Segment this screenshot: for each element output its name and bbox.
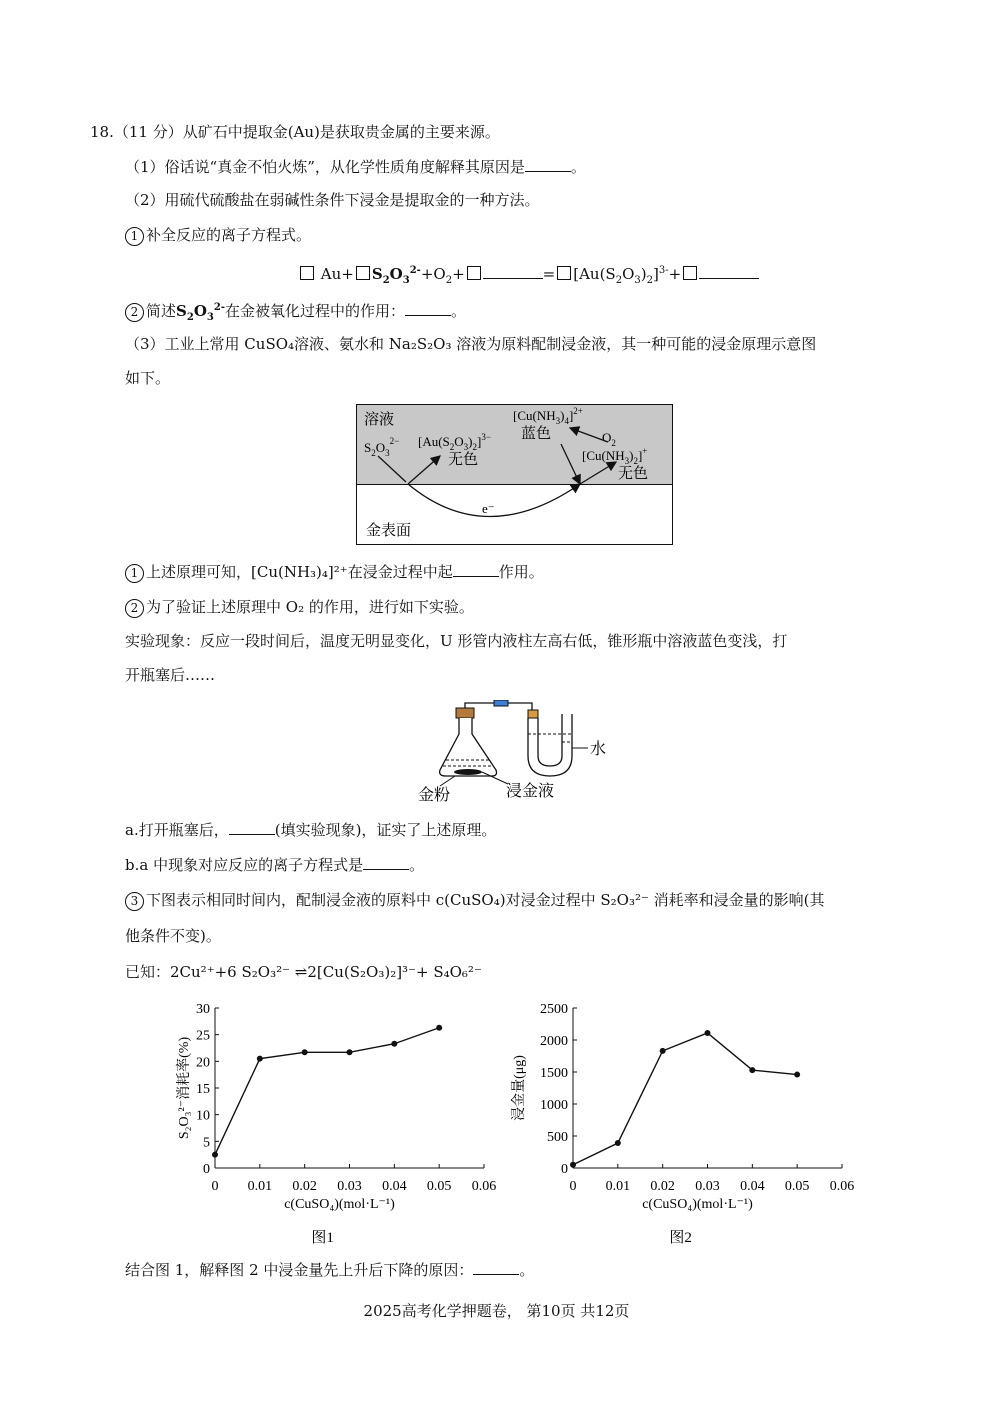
x-tick-label: 0.05: [426, 1179, 452, 1194]
au-complex-formula: $[Au(S_2O_3)_2]^{3-}$: [418, 432, 491, 452]
cu-tetraammine-formula: $[Cu(NH_3)_4]^{2+}$: [513, 406, 583, 426]
y-tick-label: 0: [561, 1162, 568, 1177]
answer-blank: [363, 855, 409, 870]
part3-1-pre: 上述原理可知，[Cu(NH₃)₄]²⁺在浸金过程中起: [146, 563, 453, 581]
part1-end: 。: [570, 158, 586, 176]
y-axis-label: 浸金量(μg): [512, 1055, 527, 1121]
gold-powder-label: 金粉: [418, 787, 451, 804]
circled-number: 1: [125, 227, 144, 246]
leach-solution-label: 浸金液: [506, 783, 555, 800]
electron-label: e⁻: [482, 501, 495, 516]
x-tick-label: 0.02: [292, 1179, 317, 1194]
series-line: [215, 1028, 439, 1155]
answer-blank: [483, 264, 543, 279]
part2-2: 2 简述$S_2O_3^{2-}$在金被氧化过程中的作用： 。: [125, 298, 466, 328]
x-tick-label: 0.01: [247, 1179, 273, 1194]
part3-line1: （3）工业上常用 CuSO₄溶液、氨水和 Na₂S₂O₃ 溶液为原料配制浸金液，其一种可能的浸金原理示意图: [125, 335, 817, 353]
x-tick-label: 0.03: [337, 1179, 362, 1194]
data-point: [570, 1162, 576, 1168]
circled-number: 3: [125, 892, 144, 911]
coef-box: [356, 266, 370, 280]
y-tick-label: 500: [547, 1130, 568, 1145]
cu-diammine-formula: $[Cu(NH_3)_2]^+$: [582, 446, 648, 466]
x-axis-label: c(CuSO₄)(mol·L⁻¹): [284, 1197, 395, 1212]
gold-surface-label: 金表面: [366, 523, 412, 539]
final-question-text: 结合图 1，解释图 2 中浸金量先上升后下降的原因：: [125, 1261, 474, 1279]
x-axis-label: c(CuSO₄)(mol·L⁻¹): [642, 1197, 753, 1212]
figure-caption: 图1: [311, 1230, 334, 1246]
data-point: [615, 1140, 621, 1146]
coef-box: [557, 266, 571, 280]
answer-blank: [229, 820, 275, 835]
series-line: [573, 1033, 797, 1165]
x-tick-label: 0.02: [650, 1179, 675, 1194]
x-tick-label: 0: [569, 1179, 577, 1194]
u-tube-inner: [538, 714, 562, 766]
sub-b: [125, 855, 424, 875]
part3-line2: 如下。: [125, 369, 171, 387]
x-tick-label: 0.06: [471, 1179, 497, 1194]
oxygen-formula: $O_2$: [602, 430, 616, 448]
data-point: [391, 1041, 397, 1047]
final-question: [125, 1260, 534, 1280]
data-point: [705, 1030, 711, 1036]
sub-b-text: b.a 中现象对应反应的离子方程式是: [125, 856, 364, 874]
chart-fig2: [505, 1000, 860, 1250]
part2-2-post: 在金被氧化过程中的作用：: [224, 302, 405, 320]
y-tick-label: 2000: [540, 1034, 568, 1049]
solution-label: 溶液: [364, 412, 395, 428]
y-tick-label: 20: [196, 1055, 210, 1071]
conical-flask: [440, 718, 497, 776]
part3-3-line2: 他条件不变)。: [125, 927, 221, 945]
experiment-line1: 实验现象：反应一段时间后，温度无明显变化，U 形管内液柱左高右低，锥形瓶中溶液蓝色变浅，打: [125, 632, 788, 650]
part1-text: （1）俗话说“真金不怕火炼”，从化学性质角度解释其原因是: [125, 158, 525, 176]
part3-3-text: 下图表示相同时间内，配制浸金液的原料中 c(CuSO₄)对浸金过程中 S₂O₃²⁻ 消耗率和浸金量的影响(其: [146, 891, 825, 909]
x-tick-label: 0.01: [605, 1179, 631, 1194]
y-tick-label: 30: [196, 1002, 210, 1017]
tube-clamp: [494, 700, 508, 706]
data-point: [212, 1152, 218, 1158]
x-tick-label: 0.06: [829, 1179, 855, 1194]
answer-blank: [473, 1260, 519, 1275]
sub-a-pre: a.打开瓶塞后，: [125, 821, 229, 839]
x-tick-label: 0.05: [784, 1179, 810, 1194]
y-tick-label: 2500: [540, 1002, 568, 1017]
answer-blank: [453, 562, 499, 577]
part3-1-post: 作用。: [498, 563, 544, 581]
part2-2-pre: 简述: [146, 302, 177, 320]
y-tick-label: 25: [196, 1028, 210, 1044]
answer-blank: [525, 157, 571, 172]
answer-blank: [405, 301, 451, 316]
thiosulfate-formula: $S_2O_3^{2-}$: [364, 436, 400, 458]
question-header: 18.（11 分）从矿石中提取金(Au)是获取贵金属的主要来源。: [90, 123, 500, 141]
figure-caption: 图2: [669, 1230, 692, 1246]
part3-2-text: 为了验证上述原理中 O₂ 的作用，进行如下实验。: [146, 598, 474, 616]
answer-blank: [699, 264, 759, 279]
x-tick-label: 0: [211, 1179, 219, 1194]
y-tick-label: 10: [196, 1108, 210, 1124]
data-point: [794, 1072, 800, 1078]
circled-number: 2: [125, 599, 144, 618]
blue-label: 蓝色: [521, 426, 552, 442]
coef-box: [300, 266, 314, 280]
colorless-label-2: 无色: [618, 466, 649, 482]
u-tube-outer: [528, 714, 572, 776]
experiment-line2: 开瓶塞后……: [125, 666, 216, 684]
known-reaction: 已知：2Cu²⁺+6 S₂O₃²⁻ ⇌2[Cu(S₂O₃)₂]³⁻+ S₄O₆²⁻: [125, 963, 482, 981]
y-tick-label: 1500: [540, 1066, 568, 1081]
part1: [125, 157, 586, 177]
circled-number: 1: [125, 564, 144, 583]
sub-a: [125, 820, 496, 840]
u-tube-stopper: [528, 710, 538, 718]
colorless-label-1: 无色: [448, 452, 479, 468]
period: 。: [409, 856, 425, 874]
y-tick-label: 0: [203, 1162, 210, 1177]
data-point: [257, 1056, 263, 1062]
part3-1: [125, 562, 544, 583]
x-tick-label: 0.04: [740, 1179, 765, 1194]
data-point: [749, 1067, 755, 1073]
data-point: [302, 1049, 308, 1055]
water-label: 水: [590, 741, 607, 758]
gold-powder-pile: [454, 769, 482, 775]
y-tick-label: 15: [196, 1082, 210, 1097]
coef-box: [467, 266, 481, 280]
data-point: [436, 1025, 442, 1031]
ionic-equation: $Au+ S_2O_3^{2-}+O_2+ = [Au(S_2O_3)_2]^{3-}+$: [298, 261, 759, 291]
data-point: [347, 1049, 353, 1055]
experiment-apparatus: [410, 700, 620, 806]
part3-3-line1: [125, 890, 825, 911]
part2-1-text: 补全反应的离子方程式。: [146, 226, 312, 244]
part2: （2）用硫代硫酸盐在弱碱性条件下浸金是提取金的一种方法。: [125, 191, 540, 209]
part3-2: [125, 597, 474, 618]
circled-number: 2: [125, 303, 144, 322]
y-axis-label: S₂O₃²⁻消耗率(%): [177, 1036, 192, 1140]
leaching-mechanism-diagram: [356, 404, 674, 547]
coef-box: [683, 266, 697, 280]
chart-fig1: [170, 1000, 500, 1250]
y-tick-label: 5: [203, 1135, 210, 1151]
x-tick-label: 0.03: [695, 1179, 720, 1194]
part2-1: [125, 225, 311, 246]
data-point: [660, 1048, 666, 1054]
period: 。: [519, 1261, 535, 1279]
period: 。: [451, 302, 467, 320]
page-footer: 2025高考化学押题卷， 第10页 共12页: [363, 1302, 630, 1320]
sub-a-post: (填实验现象)，证实了上述原理。: [274, 821, 497, 839]
flask-stopper: [456, 708, 474, 718]
gold-pointer: [440, 776, 455, 786]
x-tick-label: 0.04: [382, 1179, 407, 1194]
y-tick-label: 1000: [540, 1098, 568, 1113]
